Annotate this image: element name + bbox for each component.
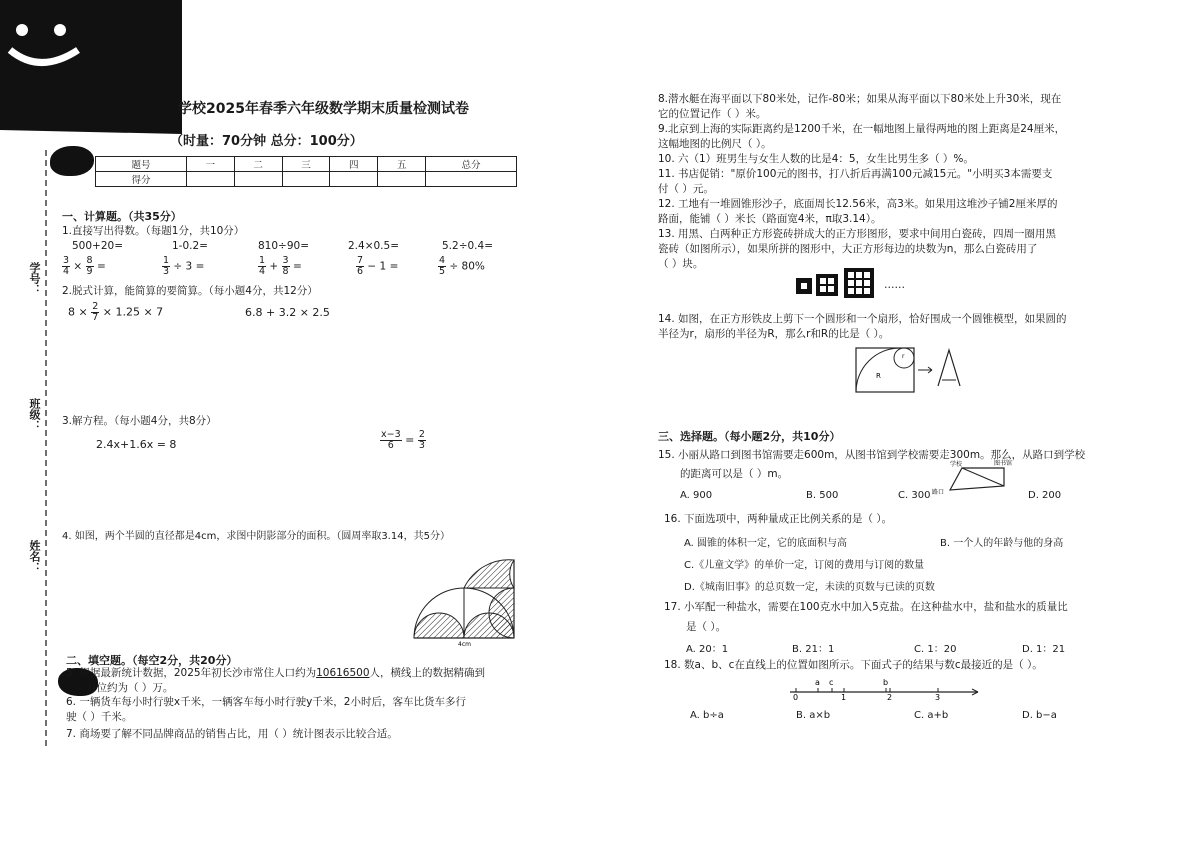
q1-fraction-item: $\frac{1}{3}$ ÷ 3 = — [163, 255, 205, 277]
q17-option: A. 20：1 — [686, 644, 729, 655]
q6-line2: 驶（ ）千米。 — [66, 711, 133, 723]
q15-line2: 的距离可以是（ ）m。 — [680, 468, 789, 480]
q17-option: D. 1：21 — [1022, 644, 1066, 655]
q1-item: 810÷90= — [258, 240, 309, 252]
q1-fraction-item: $\frac{4}{5}$ ÷ 80% — [439, 255, 485, 277]
q2-expr2: 6.8 + 3.2 × 2.5 — [245, 306, 330, 319]
q6-line1: 6. 一辆货车每小时行驶x千米，一辆客车每小时行驶y千米，2小时后，客车比货车多行 — [66, 696, 466, 708]
score-header-cell: 三 — [282, 157, 330, 172]
score-cell — [282, 172, 330, 187]
q12-line2: 路面，能铺（ ）米长（路面宽4米，π取3.14）。 — [658, 213, 882, 225]
q2-title: 2.脱式计算，能简算的要简算。（每小题4分，共12分） — [62, 285, 318, 297]
q17-option: B. 21：1 — [792, 644, 835, 655]
q12-line1: 12. 工地有一堆圆锥形沙子，底面周长12.56米，高3米。如果用这堆沙子铺2厘米厚的 — [658, 198, 1058, 210]
q18-option: B. a×b — [796, 710, 831, 721]
ink-blot-top — [50, 146, 94, 176]
score-header-cell: 二 — [234, 157, 282, 172]
q17-line2: 是（ ）。 — [686, 621, 727, 633]
score-table — [95, 156, 517, 187]
q13-line3: （ ）块。 — [658, 258, 704, 270]
q15-option: B. 500 — [806, 490, 839, 501]
q3-title: 3.解方程。（每小题4分，共8分） — [62, 415, 217, 427]
q15-route-figure — [932, 458, 1022, 498]
page-title: 学校2025年春季六年级数学期末质量检测试卷 — [178, 101, 469, 117]
q16-option: D.《城南旧事》的总页数一定，未读的页数与已读的页数 — [684, 582, 935, 593]
svg-text:路口: 路口 — [932, 489, 945, 496]
svg-text:r: r — [902, 353, 905, 360]
score-cell — [186, 172, 234, 187]
q18-option: D. b−a — [1022, 710, 1057, 721]
q15-line1: 15. 小丽从路口到图书馆需要走600m，从图书馆到学校需要走300m。那么，从路口到学校 — [658, 449, 1086, 461]
q1-item: 1-0.2= — [172, 240, 208, 252]
q13-dots: …… — [884, 279, 905, 291]
q15-option: C. 300 — [898, 490, 931, 501]
score-header-cell: 题号 — [96, 157, 187, 172]
score-header-cell: 一 — [186, 157, 234, 172]
q8-line1: 8.潜水艇在海平面以下80米处，记作-80米；如果从海平面以下80米处上升30米，现在 — [658, 93, 1062, 105]
q4-text: 4. 如图，两个半圆的直径都是4cm，求图中阴影部分的面积。（圆周率取3.14，共5分） — [62, 531, 450, 542]
q16-option: C.《儿童文学》的单价一定，订阅的费用与订阅的数量 — [684, 560, 925, 571]
q9-line1: 9.北京到上海的实际距离约是1200千米，在一幅地图上量得两地的图上距离是24厘米， — [658, 123, 1066, 135]
score-header-cell: 总分 — [425, 157, 516, 172]
q14-line2: 半径为r，扇形的半径为R，那么r和R的比是（ ）。 — [658, 328, 890, 340]
q4-semicircle-figure — [408, 556, 520, 646]
q7-text: 7. 商场要了解不同品牌商品的销售占比，用（ ）统计图表示比较合适。 — [66, 728, 398, 740]
q18-text: 18. 数a、b、c在直线上的位置如图所示。下面式子的结果与数c最接近的是（ ）。 — [664, 659, 1043, 671]
score-cell — [378, 172, 426, 187]
q11-line2: 付（ ）元。 — [658, 183, 714, 195]
page-corner-mark — [0, 0, 185, 140]
q13-line2: 瓷砖（如图所示），如果所拼的图形中，大正方形每边的块数为n，那么白瓷砖用了 — [658, 243, 1038, 255]
q1-fraction-item: $\frac{3}{4}$ × $\frac{8}{9}$ = — [63, 255, 106, 277]
q16-option: B. 一个人的年龄与他的身高 — [940, 538, 1064, 549]
q10-text: 10. 六（1）班男生与女生人数的比是4：5，女生比男生多（ ）%。 — [658, 153, 974, 165]
score-cell — [425, 172, 516, 187]
side-label-class: 班级： — [28, 398, 41, 431]
q1-fraction-item: $\frac{1}{4}$ + $\frac{3}{8}$ = — [259, 255, 302, 277]
q13-tile-pattern-figure — [794, 268, 884, 298]
q1-item: 2.4×0.5= — [348, 240, 399, 252]
svg-text:R: R — [876, 372, 881, 380]
q14-cone-figure — [854, 346, 974, 394]
q15-option: D. 200 — [1028, 490, 1062, 501]
q18-option: C. a+b — [914, 710, 949, 721]
score-cell — [234, 172, 282, 187]
section3-title: 三、选择题。（每小题2分，共10分） — [658, 430, 841, 443]
page-subtitle: （时量：70分钟 总分：100分） — [170, 134, 363, 149]
q5-line1: 5. 根据最新统计数据，2025年初长沙市常住人口约为10616500人，横线上的数据精确到 — [66, 667, 486, 679]
q1-item: 500+20= — [72, 240, 123, 252]
svg-text:a: a — [815, 678, 820, 687]
score-header-cell: 四 — [330, 157, 378, 172]
section2-title: 二、填空题。（每空2分，共20分） — [66, 654, 238, 667]
q1-title: 1.直接写出得数。（每题1分，共10分） — [62, 225, 245, 237]
score-row-label: 得分 — [96, 172, 187, 187]
q11-line1: 11. 书店促销："原价100元的图书，打八折后再满100元减15元。"小明买3本需要支 — [658, 168, 1053, 180]
q15-option: A. 900 — [680, 490, 713, 501]
score-header-cell: 五 — [378, 157, 426, 172]
q16-option: A. 圆锥的体积一定，它的底面积与高 — [684, 538, 848, 549]
q13-line1: 13. 用黑、白两种正方形瓷砖拼成大的正方形图形，要求中间用白瓷砖，四周一圈用黑 — [658, 228, 1057, 240]
q1-fraction-item: $\frac{7}{6}$ − 1 = — [357, 255, 399, 277]
q16-text: 16. 下面选项中，两种量成正比例关系的是（ ）。 — [664, 513, 893, 525]
q9-line2: 这幅地图的比例尺（ ）。 — [658, 138, 772, 150]
q1-row2 — [62, 256, 522, 282]
side-label-student-id: 学号： — [28, 262, 41, 295]
svg-text:2: 2 — [887, 693, 893, 702]
svg-text:图书馆: 图书馆 — [994, 460, 1013, 467]
svg-text:1: 1 — [841, 693, 847, 702]
q3-eq2: $\frac{x-3}{6}$ = $\frac{2}{3}$ — [381, 429, 425, 451]
q17-option: C. 1：20 — [914, 644, 957, 655]
q17-line1: 17. 小军配一种盐水，需要在100克水中加入5克盐。在这种盐水中，盐和盐水的质量比 — [664, 601, 1068, 613]
binding-dashed-line — [36, 150, 56, 750]
svg-text:3: 3 — [935, 693, 941, 702]
q5-line2: 万位约为（ ）万。 — [86, 682, 174, 694]
svg-text:c: c — [829, 678, 834, 687]
q14-line1: 14. 如图，在正方形铁皮上剪下一个圆形和一个扇形，恰好围成一个圆锥模型，如果圆的 — [658, 313, 1067, 325]
svg-text:学校: 学校 — [950, 461, 963, 468]
side-label-name: 姓名： — [28, 540, 41, 573]
q2-expr1: 8 × $\frac{2}{7}$ × 1.25 × 7 — [68, 301, 164, 323]
q8-line2: 它的位置记作（ ）米。 — [658, 108, 767, 120]
svg-text:b: b — [883, 678, 889, 687]
q3-eq1: 2.4x+1.6x = 8 — [96, 438, 177, 451]
q18-number-line — [786, 674, 986, 702]
score-table-score-row — [96, 172, 517, 187]
score-cell — [330, 172, 378, 187]
section1-title: 一、计算题。（共35分） — [62, 210, 182, 223]
score-table-header-row — [96, 157, 517, 172]
q4-fig-label: 4cm — [458, 641, 471, 646]
svg-text:0: 0 — [793, 693, 799, 702]
q18-option: A. b÷a — [690, 710, 724, 721]
q1-item: 5.2÷0.4= — [442, 240, 493, 252]
